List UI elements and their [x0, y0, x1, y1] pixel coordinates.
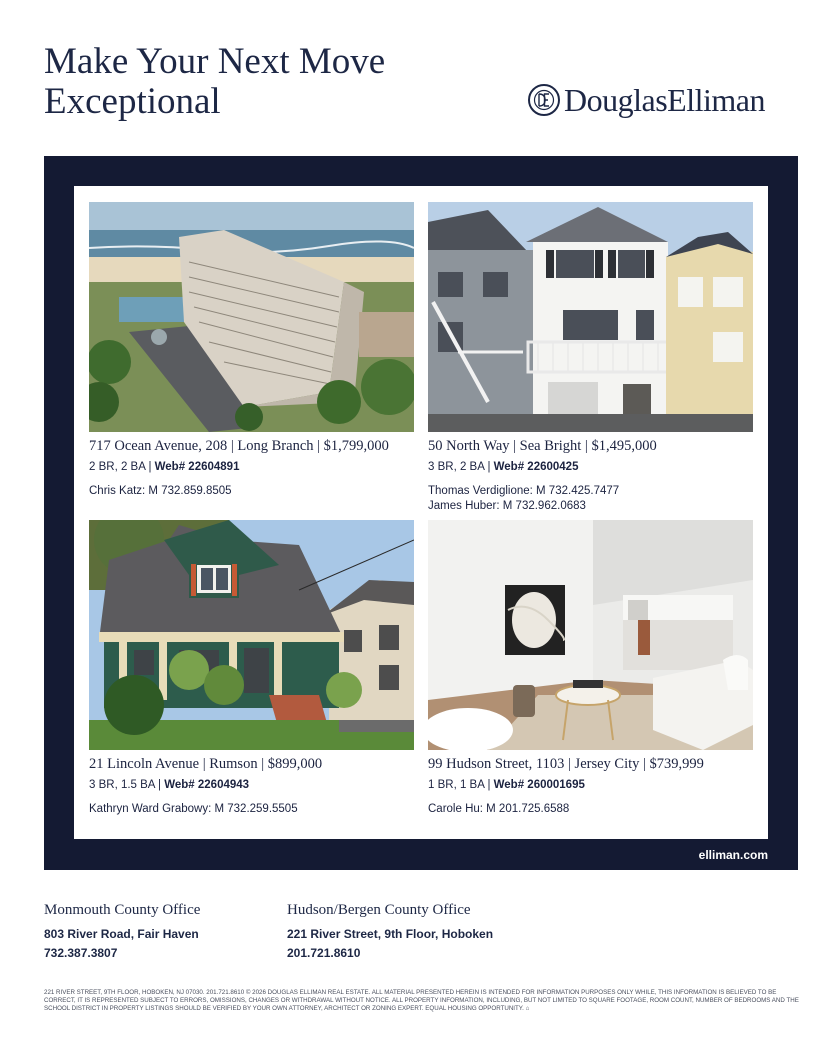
office-hudson-bergen — [287, 902, 493, 963]
office-address: 221 River Street, 9th Floor, Hoboken — [287, 927, 494, 941]
equal-housing-icon: ⌂ — [525, 1005, 530, 1013]
listing-photo-north-way[interactable] — [428, 202, 753, 432]
listing-address: 21 Lincoln Avenue | Rumson | $899,000 — [89, 756, 323, 772]
office-name: Monmouth County Office — [44, 902, 201, 918]
office-monmouth — [44, 902, 200, 963]
listing-address: 50 North Way | Sea Bright | $1,495,000 — [428, 438, 657, 454]
brand-name: DouglasElliman — [564, 81, 765, 118]
listing-web-number[interactable]: Web# 22604891 — [154, 461, 240, 473]
listing-web-number[interactable]: Web# 22600425 — [493, 461, 579, 473]
brand-logo[interactable] — [528, 80, 765, 120]
listing-photo-lincoln-avenue[interactable] — [89, 520, 414, 750]
douglas-elliman-monogram-icon — [528, 84, 560, 116]
listing-specs — [89, 779, 249, 791]
listing-web-number[interactable]: Web# 260001695 — [493, 779, 585, 791]
listing-agent: Kathryn Ward Grabowy: M 732.259.5505 — [89, 803, 298, 815]
listing-beds-baths: 1 BR, 1 BA | — [428, 779, 494, 791]
listing-address: 717 Ocean Avenue, 208 | Long Branch | $1,799,000 — [89, 438, 389, 454]
listing-specs — [89, 461, 239, 473]
legal-text: 221 RIVER STREET, 9TH FLOOR, HOBOKEN, NJ 07030. 201.721.8610 © 2026 DOUGLAS ELLIMAN REAL ESTATE. ALL MATERIAL PRESENTED HEREIN IS INTENDED FOR INFORMATION PURPOSES ONLY WHILE, THIS INFORMATION IS BELIEVED TO BE CORRECT, IT IS REPRESENTED SUBJECT TO ERRORS, OMISSIONS, CHANGES OR WITHDRAWAL WITHOUT NOTICE. ALL PROPERTY INFORMATION, INCLUDING, BUT NOT LIMITED TO SQUARE FOOTAGE, ROOM COUNT, NUMBER OF BEDROOMS AND THE SCHOOL DISTRICT IN PROPERTY LISTINGS SHOULD BE VERIFIED BY YOUR OWN ATTORNEY, ARCHITECT OR ZONING EXPERT. EQUAL HOUSING OPPORTUNITY. — [44, 989, 799, 1013]
listing-beds-baths: 3 BR, 2 BA | — [428, 461, 494, 473]
headline — [44, 42, 385, 122]
office-phone[interactable]: 732.387.3807 — [44, 946, 118, 960]
listings-panel — [74, 186, 768, 839]
listing-agent: Thomas Verdiglione: M 732.425.7477 — [428, 485, 620, 497]
listing-agent: Carole Hu: M 201.725.6588 — [428, 803, 570, 815]
listing-agent: James Huber: M 732.962.0683 — [428, 500, 586, 512]
listing-photo-hudson-street[interactable] — [428, 520, 753, 750]
office-name: Hudson/Bergen County Office — [287, 902, 471, 918]
listing-specs — [428, 779, 585, 791]
listing-web-number[interactable]: Web# 22604943 — [164, 779, 250, 791]
listing-agent: Chris Katz: M 732.859.8505 — [89, 485, 232, 497]
website-link[interactable]: elliman.com — [698, 848, 768, 862]
listings-frame — [44, 156, 798, 870]
legal-disclaimer — [44, 989, 800, 1014]
headline-line-1: Make Your Next Move — [44, 41, 386, 82]
listing-address: 99 Hudson Street, 1103 | Jersey City | $739,999 — [428, 756, 704, 772]
office-phone[interactable]: 201.721.8610 — [287, 946, 361, 960]
listing-photo-ocean-avenue[interactable] — [89, 202, 414, 432]
headline-line-2: Exceptional — [44, 81, 221, 122]
listing-beds-baths: 2 BR, 2 BA | — [89, 461, 155, 473]
listing-beds-baths: 3 BR, 1.5 BA | — [89, 779, 165, 791]
office-address: 803 River Road, Fair Haven — [44, 927, 199, 941]
listing-specs — [428, 461, 578, 473]
